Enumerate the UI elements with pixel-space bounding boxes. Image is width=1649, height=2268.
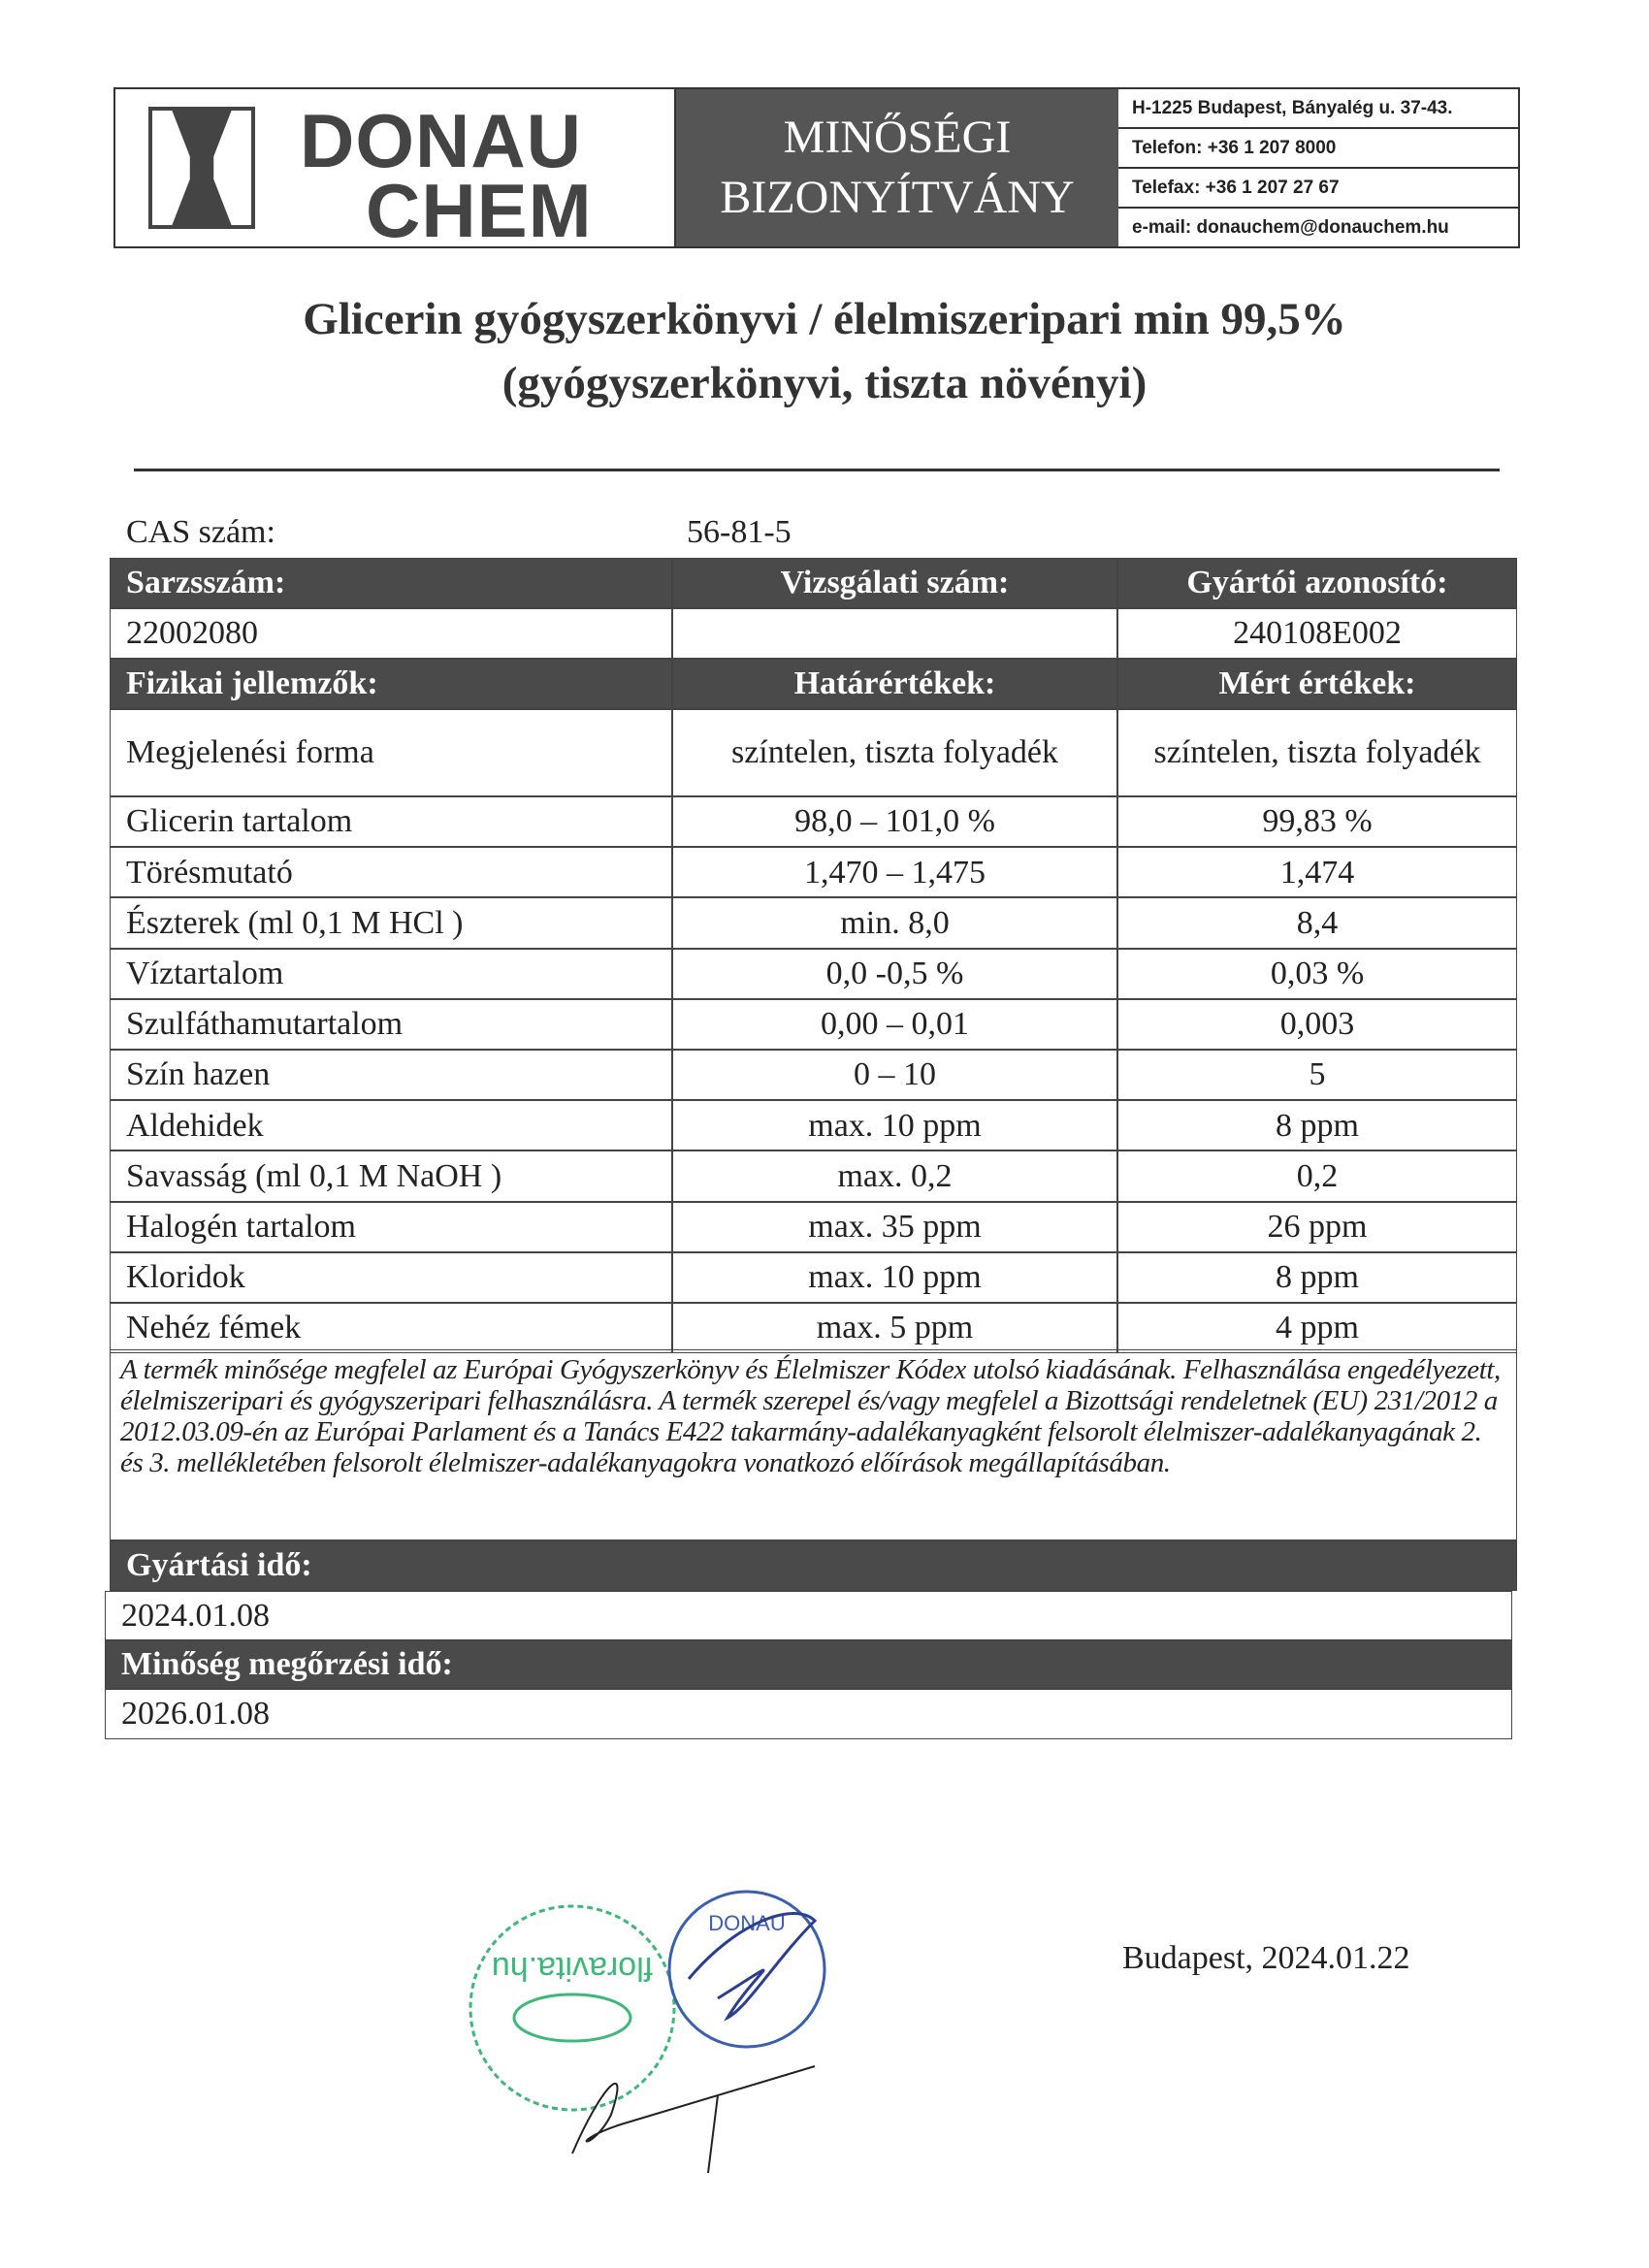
table-cell: 4 ppm: [1117, 1303, 1517, 1353]
ids-header-0: Sarzsszám:: [110, 558, 672, 608]
production-value: 2024.01.08: [105, 1591, 1512, 1640]
ids-value-2: 240108E002: [1117, 608, 1517, 659]
letterhead: [113, 87, 1520, 253]
table-cell: 0,0 -0,5 %: [672, 949, 1117, 999]
table-cell: 1,470 – 1,475: [672, 847, 1117, 897]
table-cell: max. 35 ppm: [672, 1202, 1117, 1252]
table-cell: Halogén tartalom: [110, 1202, 672, 1252]
email: e-mail: donauchem@donauchem.hu: [1132, 216, 1449, 238]
table-cell: 8 ppm: [1117, 1252, 1517, 1303]
doc-type: [676, 89, 1118, 246]
doc-type-line2: BIZONYÍTVÁNY: [720, 172, 1075, 223]
table-cell: Szín hazen: [110, 1050, 672, 1100]
green-stamp-text: floravita.hu: [491, 1950, 654, 1987]
expiry-label: Minőség megőrzési idő:: [105, 1640, 1512, 1689]
table-cell: színtelen, tiszta folyadék: [1117, 709, 1517, 796]
table-cell: Kloridok: [110, 1252, 672, 1303]
phone: Telefon: +36 1 207 8000: [1118, 129, 1518, 169]
table-cell: 0,00 – 0,01: [672, 999, 1117, 1050]
signature: [572, 2066, 815, 2173]
table-cell: min. 8,0: [672, 897, 1117, 948]
table-cell: Glicerin tartalom: [110, 796, 672, 847]
blue-stamp-text: DONAU: [708, 1911, 786, 1935]
cas-label: CAS szám:: [126, 514, 275, 550]
props-header-0: Fizikai jellemzők:: [110, 659, 672, 709]
table-cell: 1,474: [1117, 847, 1517, 897]
table-cell: Víztartalom: [110, 949, 672, 999]
logo-mark-icon: [148, 107, 255, 229]
table-cell: Törésmutató: [110, 847, 672, 897]
table-cell: 5: [1117, 1050, 1517, 1100]
contact-info: [1118, 89, 1518, 246]
props-header-2: Mért értékek:: [1117, 659, 1517, 709]
table-cell: 26 ppm: [1117, 1202, 1517, 1252]
table-cell: max. 10 ppm: [672, 1100, 1117, 1150]
logo-text-1: DONAU: [300, 98, 582, 183]
table-cell: max. 10 ppm: [672, 1252, 1117, 1303]
table-cell: max. 0,2: [672, 1150, 1117, 1201]
table-cell: 0,2: [1117, 1150, 1517, 1201]
product-title: [0, 287, 1649, 415]
table-cell: Aldehidek: [110, 1100, 672, 1150]
production-label: Gyártási idő:: [110, 1540, 1517, 1591]
stamps-signature: [427, 1863, 854, 2173]
address: H-1225 Budapest, Bányalég u. 37-43.: [1118, 89, 1518, 129]
logo-text-2: CHEM: [366, 168, 593, 253]
table-cell: 0,03 %: [1117, 949, 1517, 999]
table-cell: max. 5 ppm: [672, 1303, 1117, 1353]
table-cell: 0 – 10: [672, 1050, 1117, 1100]
table-cell: Észterek (ml 0,1 M HCl ): [110, 897, 672, 948]
title-line2: (gyógyszerkönyvi, tiszta növényi): [501, 358, 1148, 408]
company-logo: [115, 89, 676, 253]
ids-header-2: Gyártói azonosító:: [1117, 558, 1517, 608]
compliance-note: A termék minősége megfelel az Európai Gyógyszerkönyv és Élelmiszer Kódex utolsó kiadásának. Felhasználása engedélyezett, élelmiszeripari és gyógyszeripari felhasználásra. A termék szerepel és/vagy megfelel a Bizottsági rendeletnek (EU) 231/2012 a 2012.03.09-én az Európai Parlament és a Tanács E422 takarmány-adalékanyagként felsorolt élelmiszer-adalékanyagának 2. és 3. mellékletében felsorolt élelmiszer-adalékanyagokra vonatkozó előírások megállapításában.: [110, 1349, 1517, 1540]
expiry-value: 2026.01.08: [105, 1689, 1512, 1739]
fax: Telefax: +36 1 207 27 67: [1118, 169, 1518, 209]
table-cell: Nehéz fémek: [110, 1303, 672, 1353]
table-cell: Szulfáthamutartalom: [110, 999, 672, 1050]
title-line1: Glicerin gyógyszerkönyvi / élelmiszeripari min 99,5%: [303, 294, 1346, 344]
table-cell: Megjelenési forma: [110, 709, 672, 796]
table-cell: 98,0 – 101,0 %: [672, 796, 1117, 847]
props-header-1: Határértékek:: [672, 659, 1117, 709]
table-cell: Savasság (ml 0,1 M NaOH ): [110, 1150, 672, 1201]
green-stamp: [470, 1906, 674, 2110]
place-date: Budapest, 2024.01.22: [1122, 1940, 1410, 1976]
doc-type-line1: MINŐSÉGI: [783, 111, 1012, 163]
ids-value-1: [672, 608, 1117, 659]
table-cell: 8 ppm: [1117, 1100, 1517, 1150]
table-cell: 8,4: [1117, 897, 1517, 948]
table-cell: 0,003: [1117, 999, 1517, 1050]
cas-value: 56-81-5: [687, 514, 792, 550]
ids-header-1: Vizsgálati szám:: [672, 558, 1117, 608]
table-cell: 99,83 %: [1117, 796, 1517, 847]
blue-stamp: [669, 1892, 824, 2047]
ids-value-0: 22002080: [110, 608, 672, 659]
table-cell: színtelen, tiszta folyadék: [672, 709, 1117, 796]
divider: [134, 469, 1500, 471]
